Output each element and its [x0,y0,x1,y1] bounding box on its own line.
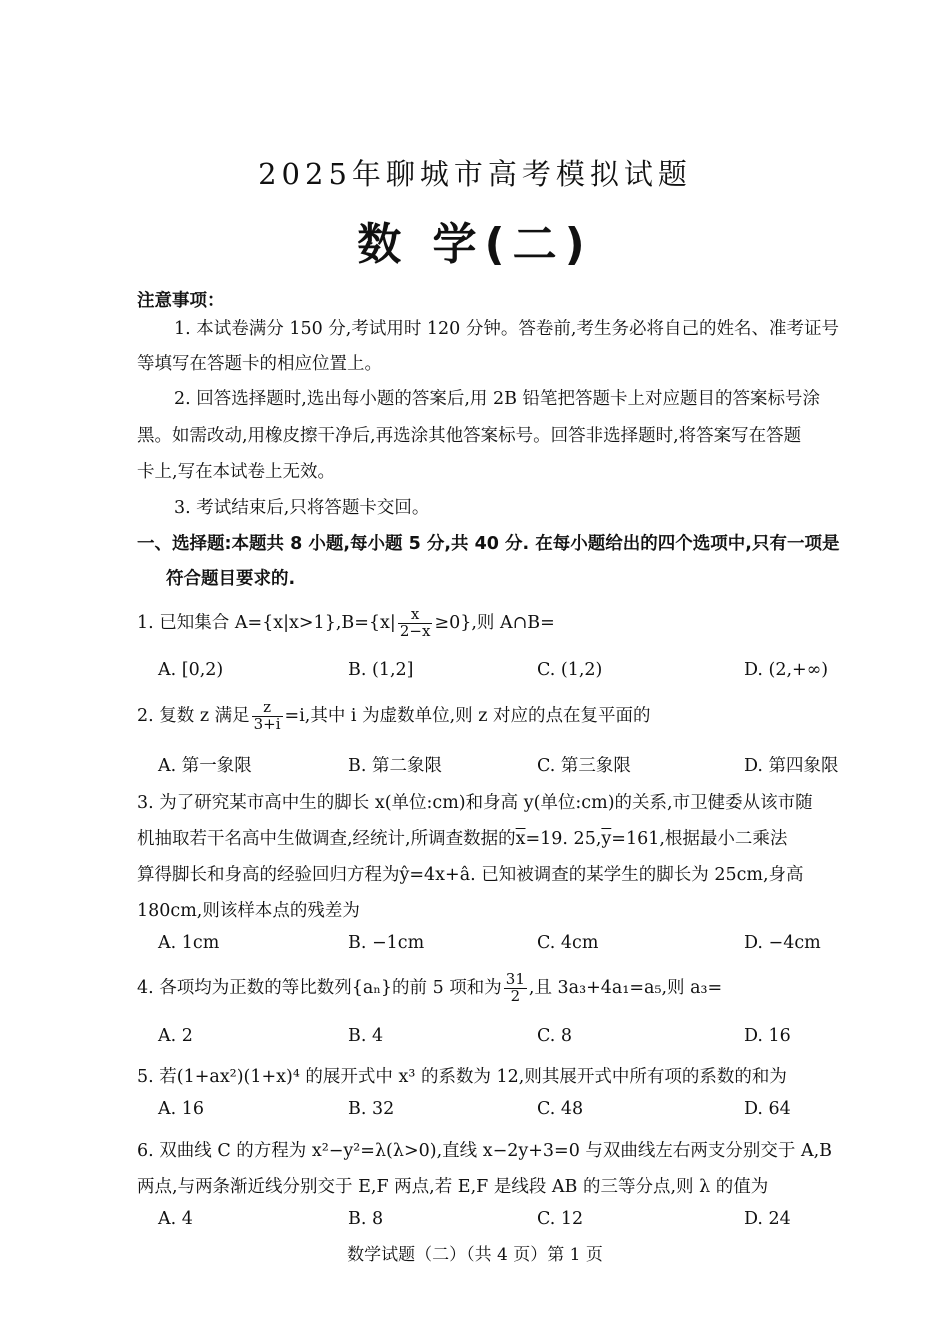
q4-option-d: D. 16 [744,1026,791,1046]
q3-ybar: $\overline{y}$ [601,829,612,849]
q2-post: =i,其中 i 为虚数单位,则 z 对应的点在复平面的 [284,705,651,726]
q4-option-a: A. 2 [158,1026,193,1046]
q4-option-c: C. 8 [537,1026,573,1046]
q2-option-b: B. 第二象限 [348,756,442,776]
q6-option-b: B. 8 [348,1209,384,1229]
q1-option-c: C. (1,2) [537,660,603,680]
q4-post: ,且 3a₃+4a₁=a₅,则 a₃= [528,977,723,998]
q6-option-c: C. 12 [537,1209,584,1229]
q5-option-a: A. 16 [158,1099,205,1119]
q5-option-d: D. 64 [744,1099,791,1119]
q5-option-c: C. 48 [537,1099,584,1119]
q3-line-2 [137,825,787,850]
q2-option-a: A. 第一象限 [158,756,252,776]
page-footer: 数学试题（二）（共 4 页）第 1 页 [347,1245,603,1265]
notice-item-2-line-2: 黑。如需改动,用橡皮擦干净后,再选涂其他答案标号。回答非选择题时,将答案写在答题 [137,426,802,446]
q3-xbar: $\overline{x}$ [515,829,526,849]
q2-frac-num: z [252,700,283,717]
q4-frac-num: 31 [505,970,525,988]
question-2 [137,700,650,733]
q3-line-2a: 机抽取若干名高中生做调查,经统计,所调查数据的 [137,829,516,849]
q3-option-c: C. 4cm [537,933,599,953]
q4-option-b: B. 4 [348,1026,384,1046]
q1-post: ≥0},则 A∩B= [434,612,555,633]
q3-line-2b: =19. 25, [525,829,602,849]
q4-fraction [504,972,527,1005]
notice-item-1-line-1: 1. 本试卷满分 150 分,考试用时 120 分钟。答卷前,考生务必将自己的姓名、准考证号 [174,319,839,339]
q4-frac-den: 2 [510,986,521,1005]
q1-pre: 1. 已知集合 [137,612,235,633]
q2-fraction [252,700,283,733]
q2-frac-den: 3+i [253,714,281,733]
q1-frac-den: 2−x [399,621,431,640]
q2-option-c: C. 第三象限 [537,756,631,776]
question-4 [137,972,722,1005]
q1-option-b: B. (1,2] [348,660,414,680]
q1-frac-num: x [398,607,433,624]
q1-option-d: D. (2,+∞) [744,660,829,680]
q3-line-1: 3. 为了研究某市高中生的脚长 x(单位:cm)和身高 y(单位:cm)的关系,市卫健委从该市随 [137,793,813,813]
q2-option-d: D. 第四象限 [744,756,839,776]
notice-item-2-line-3: 卡上,写在本试卷上无效。 [137,462,336,482]
q1-option-a: A. [0,2) [158,660,224,680]
q1-fraction [398,607,433,640]
q5-option-b: B. 32 [348,1099,395,1119]
question-1 [137,607,555,640]
q6-line-2: 两点,与两条渐近线分别交于 E,F 两点,若 E,F 是线段 AB 的三等分点,则 λ 的值为 [137,1177,769,1197]
notice-heading: 注意事项： [137,291,225,311]
q3-line-4: 180cm,则该样本点的残差为 [137,901,360,921]
section-heading-line-2: 符合题目要求的. [166,569,296,589]
q6-option-a: A. 4 [158,1209,193,1229]
q2-pre: 2. 复数 z 满足 [137,705,250,726]
section-heading-line-1: 一、选择题:本题共 8 小题,每小题 5 分,共 40 分. 在每小题给出的四个选项中,只有一项是 [137,534,840,554]
q3-option-d: D. −4cm [744,933,821,953]
exam-title: 2025年聊城市高考模拟试题 [258,157,692,191]
q5-line-1: 5. 若(1+ax²)(1+x)⁴ 的展开式中 x³ 的系数为 12,则其展开式中所有项的系数的和为 [137,1067,787,1087]
notice-item-1-line-2: 等填写在答题卡的相应位置上。 [137,354,382,374]
q3-line-2c: =161,根据最小二乘法 [611,829,788,849]
notice-item-2-line-1: 2. 回答选择题时,选出每小题的答案后,用 2B 铅笔把答题卡上对应题目的答案标号涂 [174,389,821,409]
q3-line-3: 算得脚长和身高的经验回归方程为ŷ=4x+â. 已知被调查的某学生的脚长为 25cm,身高 [137,865,804,885]
q1-sets: A={x|x>1},B={x| [234,612,396,633]
q3-option-a: A. 1cm [158,933,220,953]
subject-title: 数 学(二) [357,219,593,270]
q6-line-1: 6. 双曲线 C 的方程为 x²−y²=λ(λ>0),直线 x−2y+3=0 与双曲线左右两支分别交于 A,B [137,1141,833,1161]
q3-option-b: B. −1cm [348,933,425,953]
notice-item-3-line-1: 3. 考试结束后,只将答题卡交回。 [174,498,430,518]
q4-pre: 4. 各项均为正数的等比数列{aₙ}的前 5 项和为 [137,977,502,998]
q6-option-d: D. 24 [744,1209,791,1229]
